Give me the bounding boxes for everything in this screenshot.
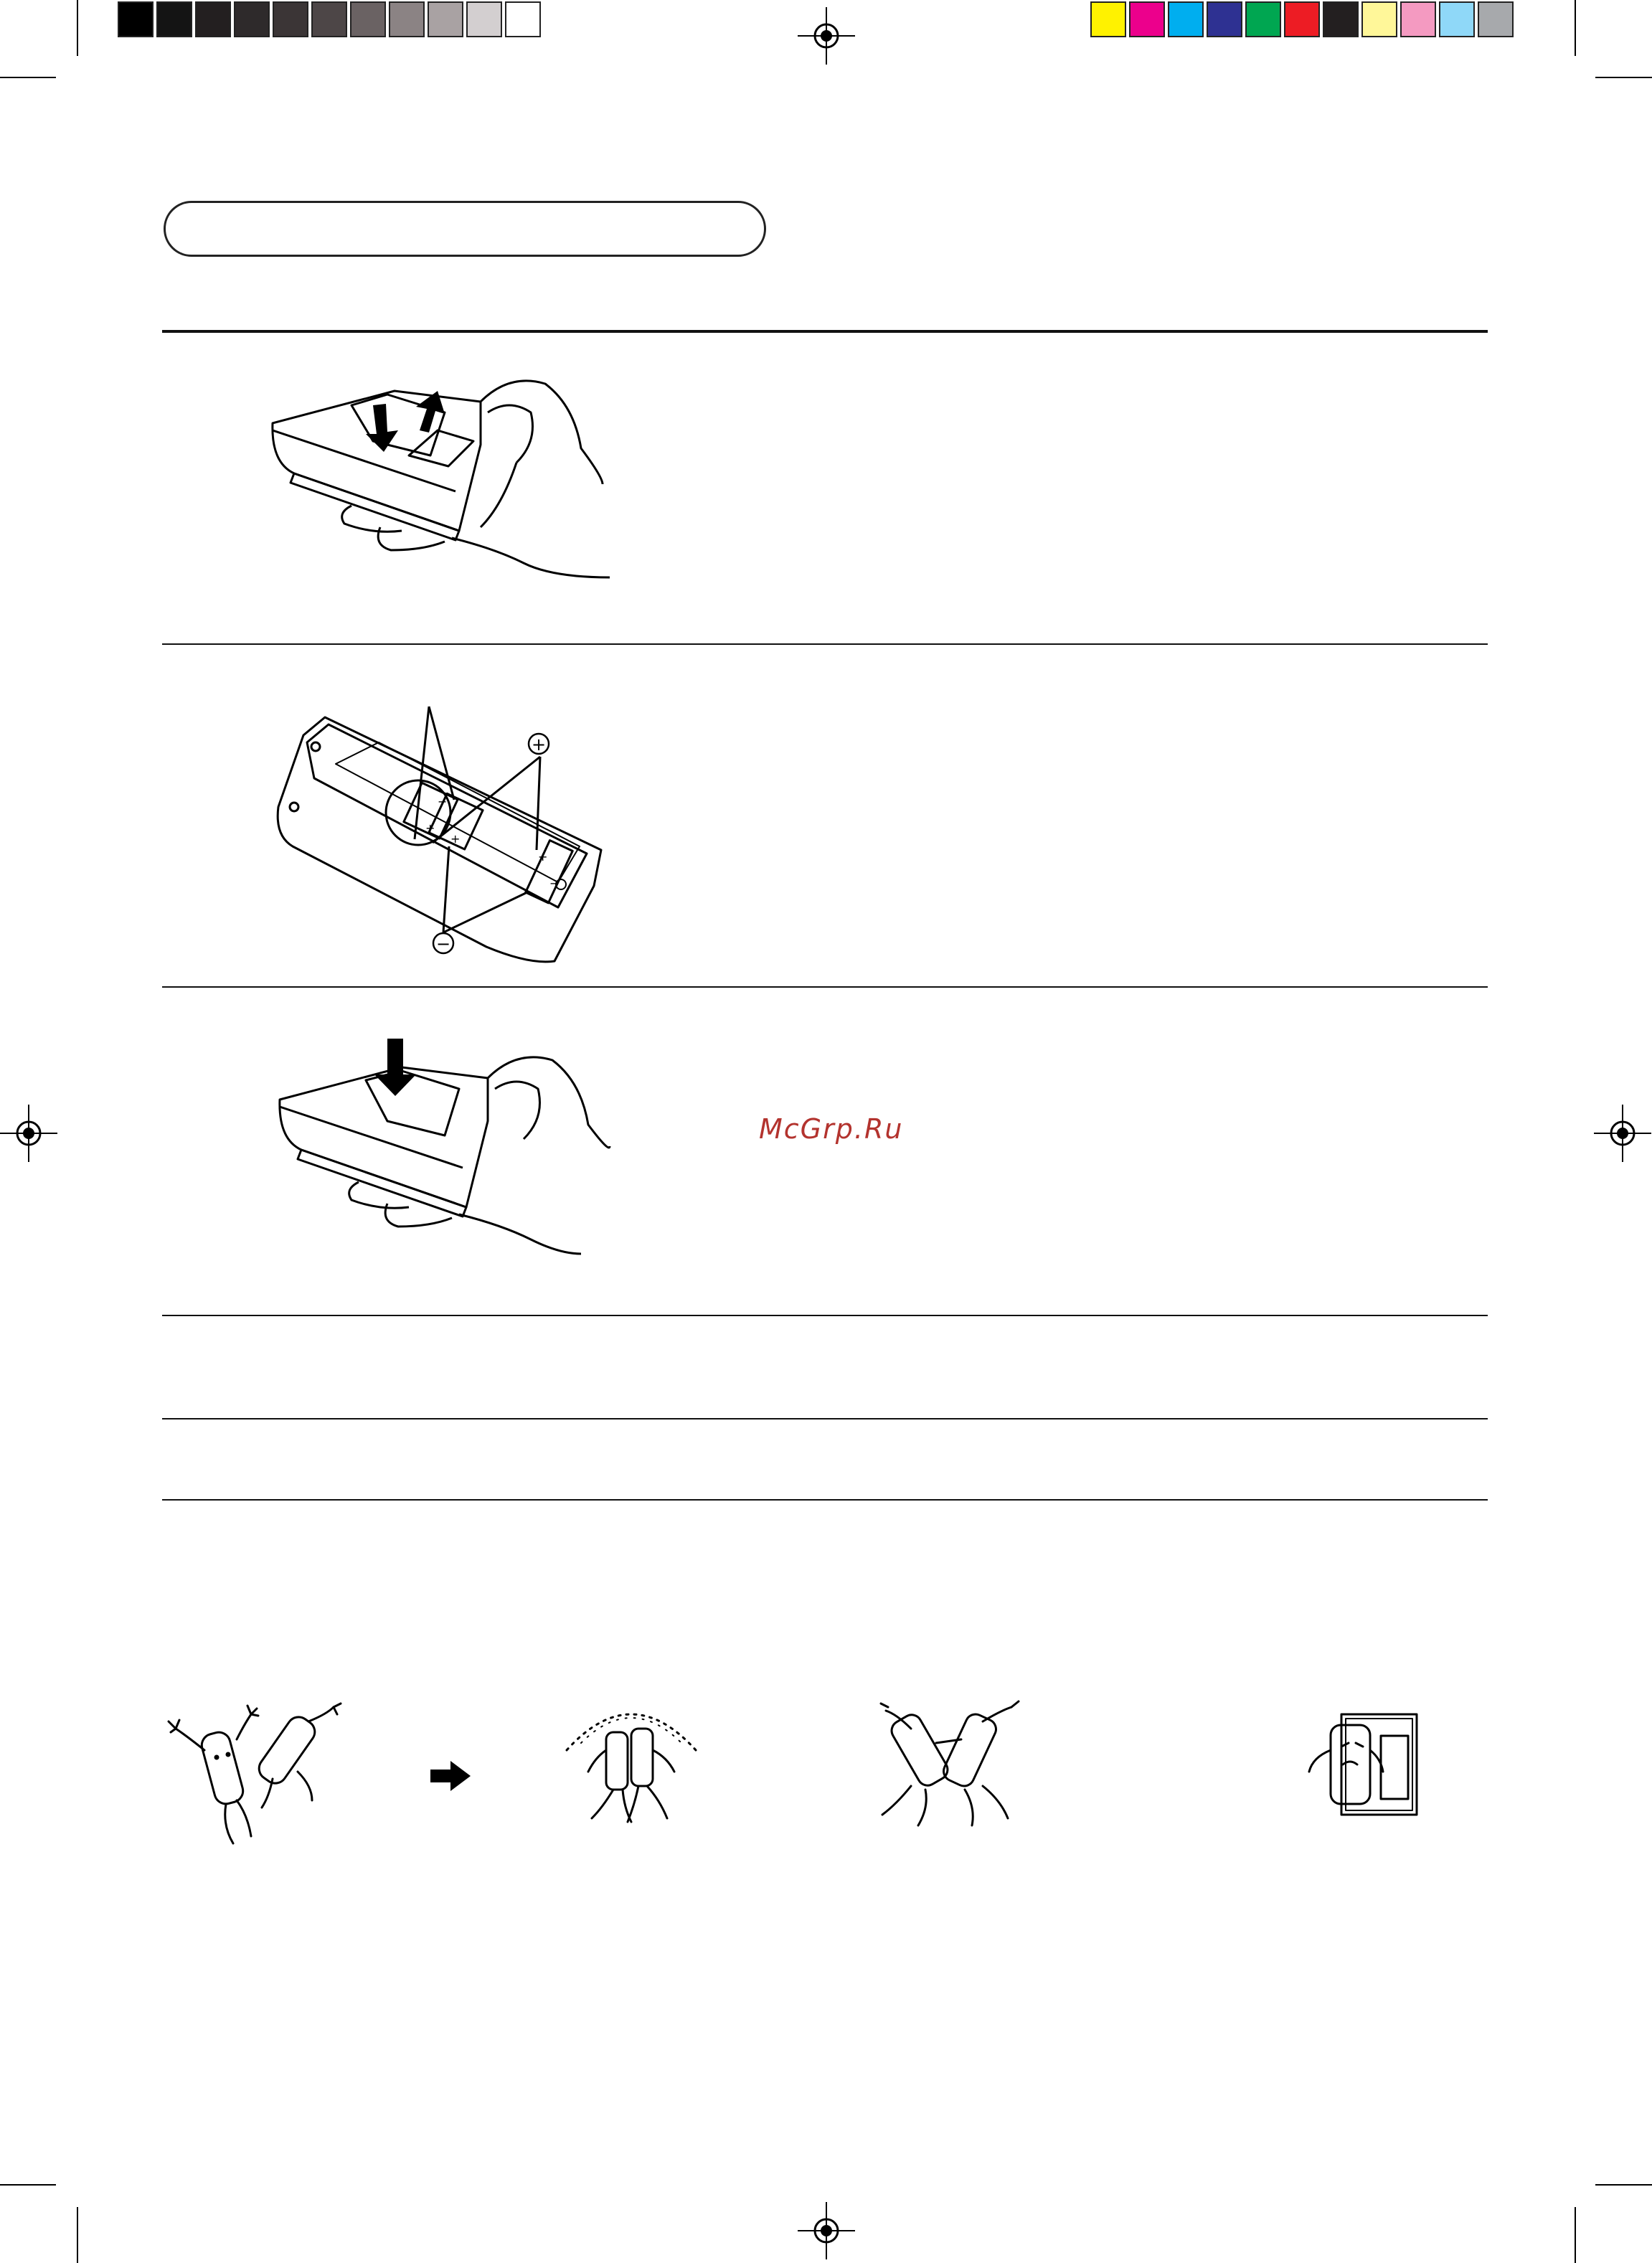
polarity-mark: + — [450, 832, 461, 846]
arrow-right-icon — [430, 1761, 471, 1791]
batteries-fighting-icon — [868, 1700, 1033, 1829]
section-rule — [162, 986, 1488, 988]
remote-cover-close-icon — [273, 1039, 617, 1261]
section-title-box — [164, 201, 766, 257]
batteries-lively-icon — [560, 1693, 703, 1829]
remote-cover-open-icon — [265, 362, 610, 585]
section-rule-top — [162, 330, 1488, 333]
watermark: McGrp.Ru — [759, 1113, 904, 1145]
plus-symbol-label: + — [531, 734, 547, 755]
battery-compartment-icon — [271, 699, 615, 972]
battery-locked-icon — [1298, 1707, 1420, 1822]
polarity-mark: + — [538, 850, 548, 864]
polarity-mark: + — [425, 821, 435, 835]
polarity-mark: − — [549, 877, 560, 890]
section-rule — [162, 1499, 1488, 1501]
polarity-mark: − — [438, 795, 448, 808]
section-rule — [162, 1418, 1488, 1419]
minus-symbol-label: − — [435, 934, 451, 954]
section-rule — [162, 643, 1488, 645]
section-rule — [162, 1315, 1488, 1316]
batteries-tired-icon — [165, 1700, 344, 1851]
